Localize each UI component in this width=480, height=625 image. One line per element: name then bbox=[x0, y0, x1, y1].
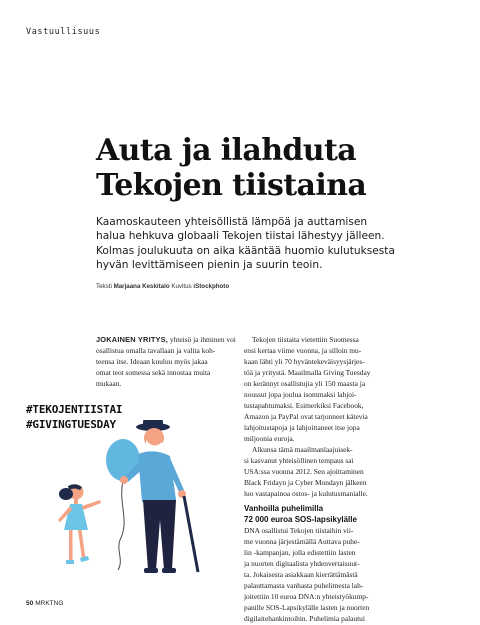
body-line: miljoonia euroja. bbox=[244, 434, 295, 443]
body-line: USA:ssa vuonna 2012. Sen ajoittaminen bbox=[244, 467, 364, 476]
body-line: töä ja yritystä. Maailmalla Giving Tuesday bbox=[244, 368, 371, 377]
byline bbox=[96, 283, 229, 290]
body-line: Amazon ja PayPal ovat tarjonneet kätevia bbox=[244, 412, 368, 421]
body-line: joitettiin 10 euroa DNA:n yhteistyökump- bbox=[244, 592, 369, 601]
body-line-text: yhteisö ja ihminen voi bbox=[169, 335, 236, 344]
body-line: kaan lähti yli 70 hyväntekeväisyysjärjes- bbox=[244, 357, 365, 366]
body-line: osallistua omalla tavallaan ja valita koh- bbox=[96, 346, 216, 355]
body-line: si kasvanut yhteisöllinen tempaus sai bbox=[244, 456, 354, 465]
body-line: on kerännyt osallistujia yli 150 maasta ja bbox=[244, 379, 366, 388]
illustration bbox=[20, 420, 240, 595]
hashtag-1: #TEKOJENTIISTAI bbox=[26, 403, 123, 416]
lead-in: JOKAINEN YRITYS, bbox=[96, 335, 169, 344]
section-label: Vastuullisuus bbox=[26, 27, 101, 37]
body-line: panille SOS-Lapsikylälle lasten ja nuorten bbox=[244, 603, 370, 612]
body-line: lin -kampanjan, jolla edistettiin lasten bbox=[244, 548, 356, 557]
magazine-name: MRKTNG bbox=[35, 600, 64, 607]
hashtag-2: #GIVINGTUESDAY bbox=[26, 418, 116, 431]
lead-line: halua hehkuva globaali Tekojen tiistai lähestyy jälleen. bbox=[96, 230, 385, 243]
article-lead bbox=[96, 215, 396, 273]
byline-image-source: iStockphoto bbox=[193, 283, 230, 290]
body-line: mukaan. bbox=[96, 379, 122, 388]
body-line: ja nuorten digitaalista yhdenvertaisuut- bbox=[244, 559, 360, 568]
body-line: DNA osallistui Tekojen tiistaihin vii- bbox=[244, 526, 354, 535]
title-line: Auta ja ilahduta bbox=[96, 133, 357, 168]
page-number: 50 bbox=[26, 600, 34, 607]
body-line: ta. Jokaisesta asiakkaan kierrättämästä bbox=[244, 570, 358, 579]
lead-line: hyvän levittämiseen pienin ja suurin teoin. bbox=[96, 259, 323, 272]
body-line: ensi kertaa viime vuonna, ja silloin mu- bbox=[244, 346, 362, 355]
body-line: Alkunsa tämä maailmanlaajuisek- bbox=[252, 445, 353, 454]
body-line: omat teot somessa sekä innostaa muita bbox=[96, 368, 211, 377]
body-column-1 bbox=[96, 334, 244, 389]
byline-author: Marjaana Keskitalo bbox=[113, 283, 170, 290]
byline-image-label: Kuvitus bbox=[171, 283, 192, 290]
body-line: tustapahtumaksi. Esimerkiksi Facebook, bbox=[244, 401, 364, 410]
body-line bbox=[96, 334, 244, 345]
girl-icon bbox=[58, 484, 101, 564]
cane-icon bbox=[184, 496, 198, 572]
subheading-line: Vanhoilla puhelimilla bbox=[244, 504, 324, 513]
body-line: palauttamasta vanhasta puhelimesta lah- bbox=[244, 581, 364, 590]
subheading-line: 72 000 euroa SOS-lapsikylälle bbox=[244, 515, 357, 524]
article-title bbox=[96, 133, 436, 203]
body-line: luo vastapainoa ostos- ja kulutusmanialle. bbox=[244, 489, 368, 498]
body-line: Tekojen tiistaita vietettiin Suomessa bbox=[252, 335, 359, 344]
body-line: me vuonna järjestämällä Auttava puhe- bbox=[244, 537, 360, 546]
page-footer bbox=[26, 600, 63, 607]
body-line: noussut jopa joulua isommaksi lahjoi- bbox=[244, 390, 357, 399]
body-line: Black Fridayn ja Cyber Mondayn jälkeen bbox=[244, 478, 367, 487]
byline-text-label: Teksti bbox=[96, 283, 112, 290]
body-line: teensa itse. Ideaan kuuluu myös jakaa bbox=[96, 357, 208, 366]
lead-line: Kaamoskauteen yhteisöllistä lämpöä ja auttamisen bbox=[96, 216, 368, 228]
body-column-2 bbox=[244, 334, 396, 624]
title-line: Tekojen tiistaina bbox=[96, 168, 367, 203]
body-line: lahjoitustapoja ja lahjoittaneet itse jopa bbox=[244, 423, 360, 432]
subheading bbox=[244, 503, 396, 525]
lead-line: Kolmas joulukuuta on aika kääntää huomio kulutuksesta bbox=[96, 244, 395, 257]
body-line: digilaitehankintoihin. Puhelimia palautui bbox=[244, 614, 365, 623]
